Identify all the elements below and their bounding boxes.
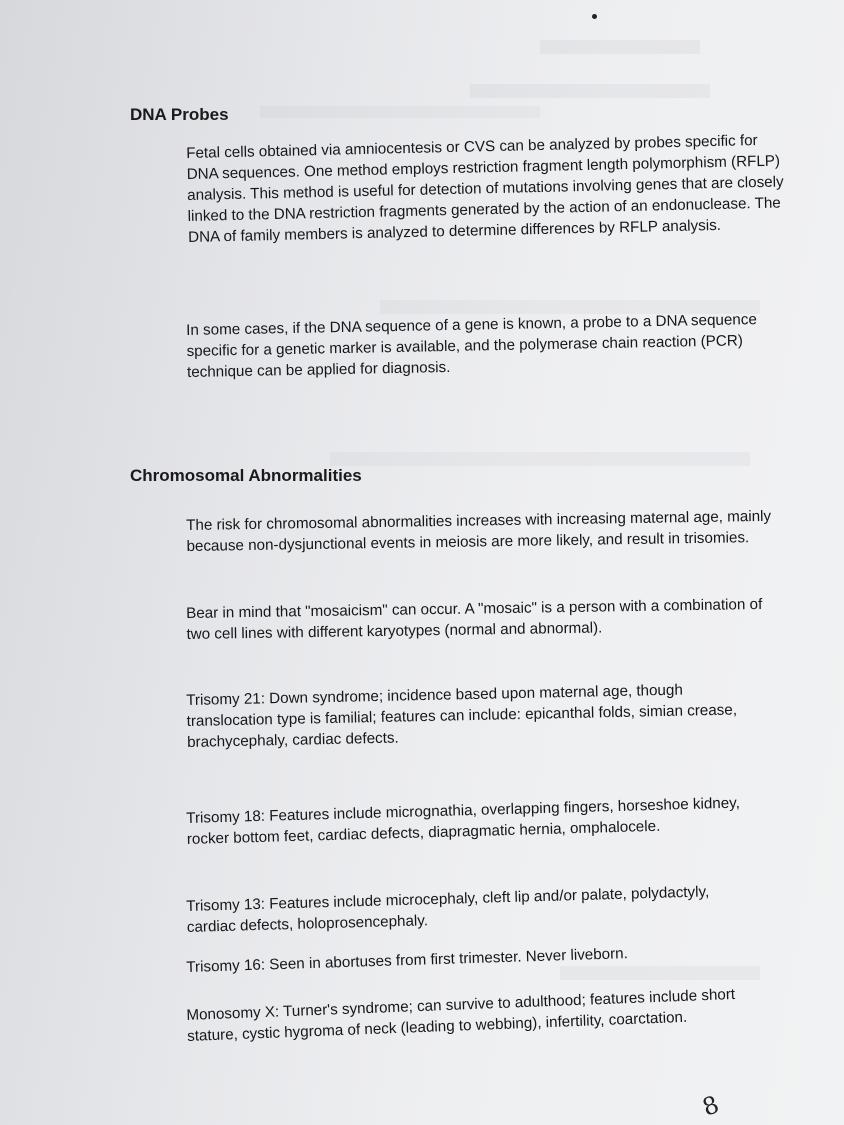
paragraph-trisomy-21: Trisomy 21: Down syndrome; incidence based upon maternal age, though translocation type is familial; features can include: epicanthal folds, simian crease, brachycephaly, cardiac defects. xyxy=(186,681,738,751)
bleed-through xyxy=(470,84,710,98)
paragraph: In some cases, if the DNA sequence of a gene is known, a probe to a DNA sequence specific for a genetic marker is available, and the polymerase chain reaction (PCR) technique can be applied for diagnosis. xyxy=(186,311,757,381)
section-heading-dna-probes: DNA Probes xyxy=(130,105,229,124)
bleed-through xyxy=(330,452,750,466)
paragraph: Fetal cells obtained via amniocentesis or CVS can be analyzed by probes specific for DNA sequences. One method employs restriction fragment length polymorphism (RFLP) analysis. This method is useful for detection of mutations involving genes that are closely linked to the DNA restriction fragments generated by the action of an endonuclease. The DNA of family members is analyzed to determine differences by RFLP analysis. xyxy=(186,132,784,246)
section-heading-chromosomal-abnormalities: Chromosomal Abnormalities xyxy=(130,466,362,485)
paragraph-trisomy-13: Trisomy 13: Features include microcephaly, cleft lip and/or palate, polydactyly, cardiac defects, holoprosencephaly. xyxy=(186,883,710,936)
paragraph-trisomy-16: Trisomy 16: Seen in abortuses from first trimester. Never liveborn. xyxy=(186,945,629,976)
ink-dot xyxy=(592,14,597,19)
paragraph-monosomy-x: Monosomy X: Turner's syndrome; can survive to adulthood; features include short stature, cystic hygroma of neck (leading to webbing), infertility, coarctation. xyxy=(186,985,736,1045)
paragraph: Bear in mind that "mosaicism" can occur. A "mosaic" is a person with a combination of two cell lines with different karyotypes (normal and abnormal). xyxy=(186,595,763,643)
paragraph-trisomy-18: Trisomy 18: Features include micrognathia, overlapping fingers, horseshoe kidney, rocker bottom feet, cardiac defects, diapragmatic hernia, omphalocele. xyxy=(186,794,741,848)
bleed-through xyxy=(260,106,540,118)
paragraph: The risk for chromosomal abnormalities increases with increasing maternal age, mainly because non-dysjunctional events in meiosis are more likely, and result in trisomies. xyxy=(186,507,772,555)
bleed-through xyxy=(540,40,700,54)
page-number: 8 xyxy=(698,1090,723,1122)
bleed-through xyxy=(560,966,760,980)
